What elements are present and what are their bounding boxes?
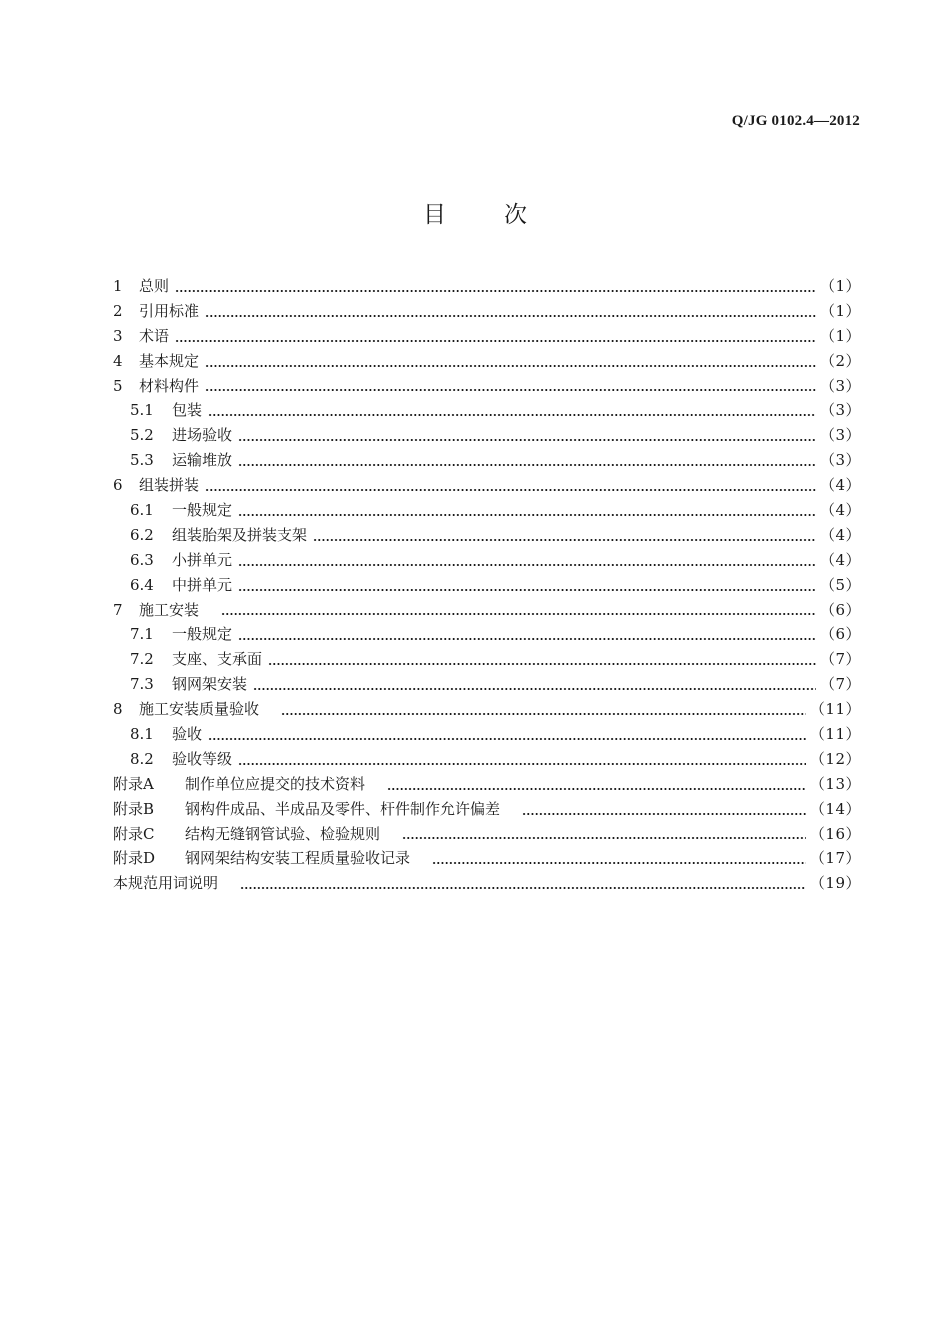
dot-leader <box>208 722 806 747</box>
toc-entry-page: （16） <box>809 824 861 843</box>
toc-entry-page: （1） <box>819 301 861 320</box>
toc-entry-number: 2 <box>113 301 123 320</box>
dot-leader <box>238 448 816 473</box>
dot-leader <box>175 274 816 299</box>
toc-entry[interactable] <box>113 647 861 672</box>
toc-entry-title: 结构无缝钢管试验、检验规则 <box>185 824 381 843</box>
toc-entry-number: 6.4 <box>130 575 154 594</box>
toc-entry-title: 术语 <box>139 326 170 345</box>
page-title: 目次 <box>423 202 585 228</box>
toc-entry[interactable] <box>113 398 861 423</box>
dot-leader <box>402 822 806 847</box>
toc-entry-page: （12） <box>809 749 861 768</box>
toc-entry-title: 施工安装 <box>139 600 200 619</box>
toc-entry-title: 支座、支承面 <box>172 650 263 669</box>
toc-entry-number: 6.1 <box>130 501 154 519</box>
toc-entry-number: 8.1 <box>130 725 154 744</box>
toc-entry-number: 6.3 <box>130 550 154 569</box>
toc-entry-page: （1） <box>819 326 861 345</box>
toc-entry-number: 6.2 <box>130 525 154 544</box>
toc-entry-page: （3） <box>819 426 861 445</box>
toc-entry-page: （6） <box>819 625 861 644</box>
toc-entry[interactable] <box>113 548 861 573</box>
dot-leader <box>313 523 816 548</box>
dot-leader <box>281 697 806 722</box>
toc-entry-title: 钢构件成品、半成品及零件、杆件制作允许偏差 <box>185 799 501 818</box>
toc-entry-title: 制作单位应提交的技术资料 <box>185 774 366 793</box>
toc-entry-page: （14） <box>809 799 861 818</box>
toc-entry-page: （19） <box>809 874 861 893</box>
toc-entry[interactable] <box>113 374 861 399</box>
toc-entry[interactable] <box>113 573 861 598</box>
toc-entry-number: 5.3 <box>130 451 154 470</box>
toc-entry-page: （7） <box>819 650 861 669</box>
toc-entry[interactable] <box>113 299 861 324</box>
toc-entry-number: 附录C <box>113 824 155 843</box>
toc-entry-title: 一般规定 <box>172 625 233 644</box>
dot-leader <box>238 622 816 647</box>
toc-entry[interactable] <box>113 423 861 448</box>
toc-entry-page: （11） <box>809 725 861 744</box>
toc-entry[interactable] <box>113 797 861 822</box>
dot-leader <box>268 647 816 672</box>
toc-entry-title: 运输堆放 <box>172 451 233 470</box>
dot-leader <box>238 573 816 598</box>
dot-leader <box>205 473 816 498</box>
toc-entry-number: 附录A <box>113 774 154 793</box>
toc-entry[interactable] <box>113 697 861 722</box>
toc-entry-title: 小拼单元 <box>172 550 233 569</box>
toc-entry-number: 附录B <box>113 799 155 818</box>
dot-leader <box>205 374 816 399</box>
dot-leader <box>221 598 816 623</box>
toc-entry-number: 8 <box>113 700 123 719</box>
toc-entry-title: 一般规定 <box>172 501 233 519</box>
dot-leader <box>205 349 816 374</box>
dot-leader <box>238 747 806 772</box>
toc-entry[interactable] <box>113 473 861 498</box>
toc-entry[interactable] <box>113 772 861 797</box>
toc-entry-number: 7.1 <box>130 625 154 644</box>
toc-entry-page: （1） <box>819 276 861 295</box>
toc-entry[interactable] <box>113 747 861 772</box>
dot-leader <box>387 772 806 797</box>
toc-entry-number: 5.2 <box>130 426 154 445</box>
toc-entry-title: 基本规定 <box>139 351 200 370</box>
toc-entry-page: （2） <box>819 351 861 370</box>
toc-entry-title: 组装胎架及拼装支架 <box>172 525 308 544</box>
toc-entry-title: 材料构件 <box>139 376 200 395</box>
toc-entry[interactable] <box>113 846 861 871</box>
toc-entry-title: 钢网架安装 <box>172 675 248 694</box>
toc-entry[interactable] <box>113 871 861 896</box>
dot-leader <box>432 846 806 871</box>
toc-entry-page: （7） <box>819 675 861 694</box>
toc-entry-page: （11） <box>809 700 861 719</box>
toc-entry[interactable] <box>113 324 861 349</box>
toc-entry[interactable] <box>113 598 861 623</box>
toc-entry[interactable] <box>113 349 861 374</box>
toc-entry[interactable] <box>113 672 861 697</box>
toc-entry-title: 钢网架结构安装工程质量验收记录 <box>185 849 411 868</box>
toc-entry-title: 本规范用词说明 <box>113 874 219 893</box>
dot-leader <box>238 423 816 448</box>
toc-entry[interactable] <box>113 822 861 847</box>
toc-entry-page: （4） <box>819 501 861 519</box>
toc-entry-title: 进场验收 <box>172 426 233 445</box>
toc-entry-title: 施工安装质量验收 <box>139 700 260 719</box>
dot-leader <box>208 398 816 423</box>
toc-entry-title: 包装 <box>172 401 203 420</box>
toc-entry-page: （3） <box>819 451 861 470</box>
toc-entry-title: 中拼单元 <box>172 575 233 594</box>
toc-entry-page: （4） <box>819 525 861 544</box>
toc-entry-number: 1 <box>113 276 123 295</box>
toc-entry[interactable] <box>113 622 861 647</box>
dot-leader <box>238 498 816 523</box>
toc-entry[interactable] <box>113 498 861 523</box>
toc-entry-page: （3） <box>819 376 861 395</box>
dot-leader <box>253 672 816 697</box>
toc-entry-number: 8.2 <box>130 749 154 768</box>
toc-entry-page: （3） <box>819 401 861 420</box>
dot-leader <box>240 871 806 896</box>
toc-entry-number: 7.2 <box>130 650 154 669</box>
dot-leader <box>522 797 806 822</box>
toc-entry-number: 7 <box>113 600 123 619</box>
toc-entry-title: 组装拼装 <box>139 476 200 495</box>
toc-entry-number: 5.1 <box>130 401 154 420</box>
toc-entry-title: 引用标准 <box>139 301 200 320</box>
toc-entry-page: （6） <box>819 600 861 619</box>
toc-entry-page: （5） <box>819 575 861 594</box>
toc-entry[interactable] <box>113 722 861 747</box>
toc-entry[interactable] <box>113 448 861 473</box>
toc-entry-title: 验收等级 <box>172 749 233 768</box>
toc-entry-number: 5 <box>113 376 123 395</box>
toc-entry-number: 3 <box>113 326 123 345</box>
toc-entry-number: 7.3 <box>130 675 154 694</box>
dot-leader <box>238 548 816 573</box>
toc-entry-number: 4 <box>113 351 123 370</box>
toc-entry-page: （4） <box>819 550 861 569</box>
dot-leader <box>205 299 816 324</box>
table-of-contents <box>113 274 861 896</box>
document-code: Q/JG 0102.4—2012 <box>731 113 860 129</box>
toc-entry-page: （17） <box>809 849 861 868</box>
toc-entry[interactable] <box>113 274 861 299</box>
toc-entry-number: 附录D <box>113 849 156 868</box>
toc-entry-number: 6 <box>113 476 123 495</box>
toc-entry-title: 验收 <box>172 725 203 744</box>
dot-leader <box>175 324 816 349</box>
toc-entry[interactable] <box>113 523 861 548</box>
toc-entry-page: （4） <box>819 476 861 495</box>
toc-entry-page: （13） <box>809 774 861 793</box>
toc-entry-title: 总则 <box>139 276 170 295</box>
